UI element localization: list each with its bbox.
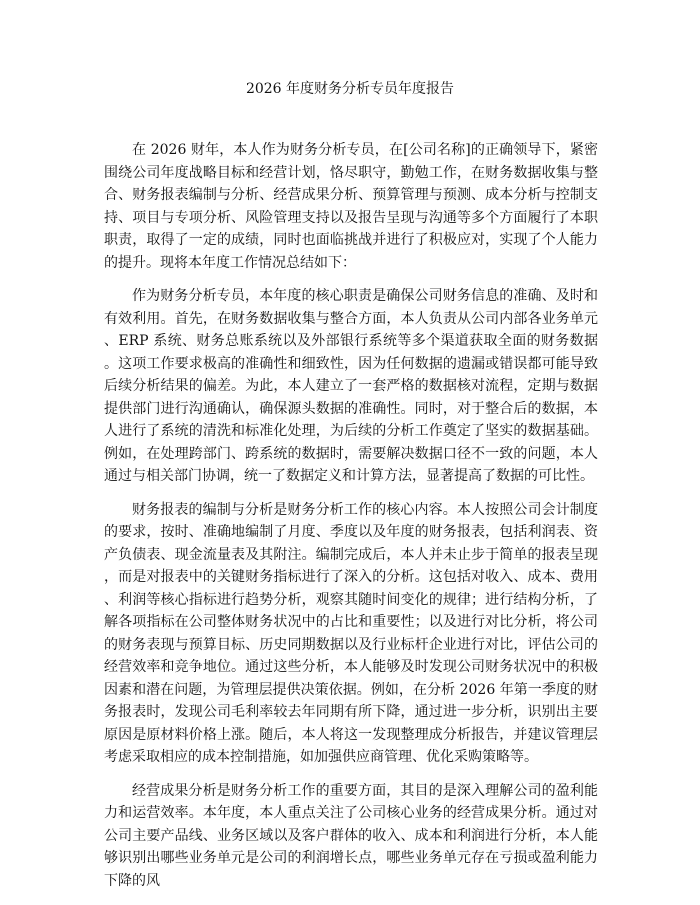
paragraph-intro: 在 2026 财年，本人作为财务分析专员，在[公司名称]的正确领导下，紧密围绕公司年度战略目标和经营计划，恪尽职守，勤勉工作，在财务数据收集与整合、财务报表编制与分析、经营成果分析、预算管理与预测、成本分析与控制支持、项目与专项分析、风险管理支持以及报告呈现与沟通等多个方面履行了本职职责，取得了一定的成绩，同时也面临挑战并进行了积极应对，实现了个人能力的提升。现将本年度工作情况总结如下： — [104, 142, 598, 271]
paragraph-operating-results: 经营成果分析是财务分析工作的重要方面，其目的是深入理解公司的盈利能力和运营效率。本年度，本人重点关注了公司核心业务的经营成果分析。通过对公司主要产品线、业务区域以及客户群体的收入、成本和利润进行分析，本人能够识别出哪些业务单元是公司的利润增长点，哪些业务单元存在亏损或盈利能力下降的风 — [104, 782, 598, 889]
document-title: 2026 年度财务分析专员年度报告 — [245, 81, 455, 97]
paragraph-data-collection: 作为财务分析专员，本年度的核心职责是确保公司财务信息的准确、及时和有效利用。首先，在财务数据收集与整合方面，本人负责从公司内部各业务单元、ERP 系统、财务总账系统以及外部银行系统等多个渠道获取全面的财务数据。这项工作要求极高的准确性和细致性，因为任何数据的遗漏或错误都可能导致后续分析结果的偏差。为此，本人建立了一套严格的数据核对流程，定期与数据提供部门进行沟通确认，确保源头数据的准确性。同时，对于整合后的数据，本人进行了系统的清洗和标准化处理，为后续的分析工作奠定了坚实的数据基础。例如，在处理跨部门、跨系统的数据时，需要解决数据口径不一致的问题，本人通过与相关部门协调，统一了数据定义和计算方法，显著提高了数据的可比性。 — [104, 288, 598, 484]
paragraph-financial-statements: 财务报表的编制与分析是财务分析工作的核心内容。本人按照公司会计制度的要求，按时、准确地编制了月度、季度以及年度的财务报表，包括利润表、资产负债表、现金流量表及其附注。编制完成后，本人并未止步于简单的报表呈现，而是对报表中的关键财务指标进行了深入的分析。这包括对收入、成本、费用、利润等核心指标进行趋势分析，观察其随时间变化的规律；进行结构分析，了解各项指标在公司整体财务状况中的占比和重要性；以及进行对比分析，将公司的财务表现与预算目标、历史同期数据以及行业标杆企业进行对比，评估公司的经营效率和竞争地位。通过这些分析，本人能够及时发现公司财务状况中的积极因素和潜在问题，为管理层提供决策依据。例如，在分析 2026 年第一季度的财务报表时，发现公司毛利率较去年同期有所下降，通过进一步分析，识别出主要原因是原材料价格上涨。随后，本人将这一发现整理成分析报告，并建议管理层考虑采取相应的成本控制措施，如加强供应商管理、优化采购策略等。 — [104, 501, 598, 765]
document-body — [104, 139, 598, 903]
